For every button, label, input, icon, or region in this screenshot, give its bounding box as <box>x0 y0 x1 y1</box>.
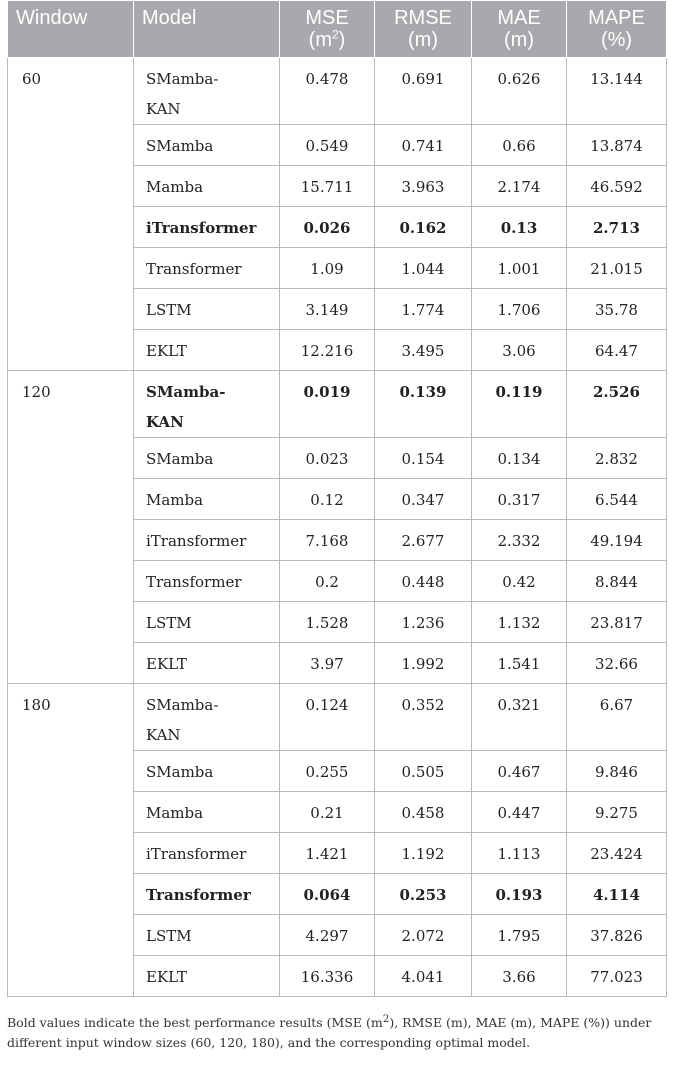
footnote-text-cont: ), RMSE (m), MAE (m), MAPE (%)) under different input window sizes (60, 120, 180), and the corresponding optimal model. <box>7 1015 652 1051</box>
mae-cell: 1.795 <box>472 915 567 956</box>
header-rmse-unit: (m) <box>408 29 438 51</box>
rmse-cell: 2.677 <box>375 520 472 561</box>
mape-cell: 2.832 <box>567 438 667 479</box>
model-cell: SMamba <box>134 438 280 479</box>
rmse-cell: 0.691 <box>375 58 472 125</box>
mae-cell: 0.13 <box>472 207 567 248</box>
mse-cell: 0.12 <box>280 479 375 520</box>
mape-cell: 2.713 <box>567 207 667 248</box>
footnote-sup: 2 <box>382 1013 390 1025</box>
model-cell: EKLT <box>134 330 280 371</box>
rmse-cell: 0.139 <box>375 371 472 438</box>
mae-cell: 3.06 <box>472 330 567 371</box>
model-cell: iTransformer <box>134 833 280 874</box>
mae-cell: 0.447 <box>472 792 567 833</box>
mae-cell: 0.119 <box>472 371 567 438</box>
model-cell: SMamba <box>134 751 280 792</box>
mae-cell: 3.66 <box>472 956 567 997</box>
model-name-line2: KAN <box>146 726 181 744</box>
mse-cell: 1.528 <box>280 602 375 643</box>
header-mape-label: MAPE <box>588 7 645 29</box>
mse-cell: 0.019 <box>280 371 375 438</box>
mae-cell: 1.113 <box>472 833 567 874</box>
header-mae <box>472 1 567 58</box>
mape-cell: 13.144 <box>567 58 667 125</box>
mape-cell: 4.114 <box>567 874 667 915</box>
header-mae-label: MAE <box>497 7 541 29</box>
mse-cell: 0.064 <box>280 874 375 915</box>
mse-cell: 0.549 <box>280 125 375 166</box>
mse-cell: 0.255 <box>280 751 375 792</box>
table-body <box>8 58 667 997</box>
mae-cell: 0.42 <box>472 561 567 602</box>
header-rmse <box>375 1 472 58</box>
footnote-text: Bold values indicate the best performance results (MSE (m <box>7 1015 383 1031</box>
header-mse-unit-close: ) <box>338 29 346 51</box>
model-name-line1: SMamba- <box>146 383 226 401</box>
model-cell: Transformer <box>134 874 280 915</box>
model-cell: LSTM <box>134 915 280 956</box>
mape-cell: 23.817 <box>567 602 667 643</box>
mape-cell: 77.023 <box>567 956 667 997</box>
mae-cell: 0.317 <box>472 479 567 520</box>
header-model <box>134 1 280 58</box>
header-model-label: Model <box>142 7 197 29</box>
rmse-cell: 1.192 <box>375 833 472 874</box>
mae-cell: 2.174 <box>472 166 567 207</box>
rmse-cell: 0.154 <box>375 438 472 479</box>
mape-cell: 9.846 <box>567 751 667 792</box>
rmse-cell: 1.774 <box>375 289 472 330</box>
model-cell <box>134 58 280 125</box>
window-cell: 60 <box>8 58 134 371</box>
model-name-line2: KAN <box>146 413 184 431</box>
header-rmse-label: RMSE <box>394 7 452 29</box>
rmse-cell: 0.741 <box>375 125 472 166</box>
rmse-cell: 2.072 <box>375 915 472 956</box>
mae-cell: 0.467 <box>472 751 567 792</box>
mape-cell: 49.194 <box>567 520 667 561</box>
model-cell: Mamba <box>134 166 280 207</box>
mse-cell: 4.297 <box>280 915 375 956</box>
mae-cell: 1.001 <box>472 248 567 289</box>
model-cell: EKLT <box>134 643 280 684</box>
mae-cell: 0.134 <box>472 438 567 479</box>
model-cell: Mamba <box>134 792 280 833</box>
table-footnote <box>7 997 666 1053</box>
rmse-cell: 0.347 <box>375 479 472 520</box>
mape-cell: 21.015 <box>567 248 667 289</box>
mae-cell: 1.706 <box>472 289 567 330</box>
mse-cell: 12.216 <box>280 330 375 371</box>
table-row <box>8 371 667 438</box>
header-mape-unit: (%) <box>600 29 633 51</box>
model-cell: LSTM <box>134 602 280 643</box>
mae-cell: 0.321 <box>472 684 567 751</box>
mape-cell: 37.826 <box>567 915 667 956</box>
header-window-label: Window <box>16 7 88 29</box>
rmse-cell: 1.044 <box>375 248 472 289</box>
mse-cell: 16.336 <box>280 956 375 997</box>
header-mse-unit-sup: 2 <box>331 27 339 42</box>
mape-cell: 35.78 <box>567 289 667 330</box>
model-name-line2: KAN <box>146 100 181 118</box>
header-mae-unit: (m) <box>504 29 534 51</box>
mae-cell: 0.193 <box>472 874 567 915</box>
model-cell: SMamba <box>134 125 280 166</box>
rmse-cell: 0.458 <box>375 792 472 833</box>
mse-cell: 0.124 <box>280 684 375 751</box>
model-cell <box>134 371 280 438</box>
model-cell <box>134 684 280 751</box>
window-cell: 180 <box>8 684 134 997</box>
rmse-cell: 1.236 <box>375 602 472 643</box>
model-name-line1: SMamba- <box>146 696 219 714</box>
rmse-cell: 3.495 <box>375 330 472 371</box>
mae-cell: 0.66 <box>472 125 567 166</box>
mape-cell: 23.424 <box>567 833 667 874</box>
model-cell: Mamba <box>134 479 280 520</box>
mae-cell: 0.626 <box>472 58 567 125</box>
header-mse-unit: (m <box>308 29 332 51</box>
mape-cell: 13.874 <box>567 125 667 166</box>
mse-cell: 1.421 <box>280 833 375 874</box>
mape-cell: 6.544 <box>567 479 667 520</box>
mape-cell: 46.592 <box>567 166 667 207</box>
mse-cell: 3.149 <box>280 289 375 330</box>
rmse-cell: 0.505 <box>375 751 472 792</box>
mse-cell: 1.09 <box>280 248 375 289</box>
model-cell: Transformer <box>134 248 280 289</box>
mape-cell: 32.66 <box>567 643 667 684</box>
mse-cell: 7.168 <box>280 520 375 561</box>
model-cell: Transformer <box>134 561 280 602</box>
mae-cell: 1.132 <box>472 602 567 643</box>
mape-cell: 2.526 <box>567 371 667 438</box>
results-table <box>7 0 667 997</box>
header-mse <box>280 1 375 58</box>
mae-cell: 1.541 <box>472 643 567 684</box>
rmse-cell: 1.992 <box>375 643 472 684</box>
mse-cell: 0.21 <box>280 792 375 833</box>
model-name-line1: SMamba- <box>146 70 219 88</box>
mape-cell: 64.47 <box>567 330 667 371</box>
mse-cell: 0.023 <box>280 438 375 479</box>
mse-cell: 0.478 <box>280 58 375 125</box>
model-cell: iTransformer <box>134 520 280 561</box>
header-row <box>8 1 667 58</box>
model-cell: EKLT <box>134 956 280 997</box>
header-window <box>8 1 134 58</box>
model-cell: iTransformer <box>134 207 280 248</box>
rmse-cell: 0.253 <box>375 874 472 915</box>
table-header <box>8 1 667 58</box>
mse-cell: 0.026 <box>280 207 375 248</box>
rmse-cell: 0.352 <box>375 684 472 751</box>
mse-cell: 15.711 <box>280 166 375 207</box>
rmse-cell: 0.162 <box>375 207 472 248</box>
mape-cell: 9.275 <box>567 792 667 833</box>
rmse-cell: 0.448 <box>375 561 472 602</box>
mse-cell: 0.2 <box>280 561 375 602</box>
mape-cell: 8.844 <box>567 561 667 602</box>
rmse-cell: 4.041 <box>375 956 472 997</box>
header-mape <box>567 1 667 58</box>
model-cell: LSTM <box>134 289 280 330</box>
header-mse-label: MSE <box>305 7 349 29</box>
mse-cell: 3.97 <box>280 643 375 684</box>
mape-cell: 6.67 <box>567 684 667 751</box>
rmse-cell: 3.963 <box>375 166 472 207</box>
mae-cell: 2.332 <box>472 520 567 561</box>
table-row <box>8 58 667 125</box>
window-cell: 120 <box>8 371 134 684</box>
table-row <box>8 684 667 751</box>
document <box>7 0 666 1053</box>
